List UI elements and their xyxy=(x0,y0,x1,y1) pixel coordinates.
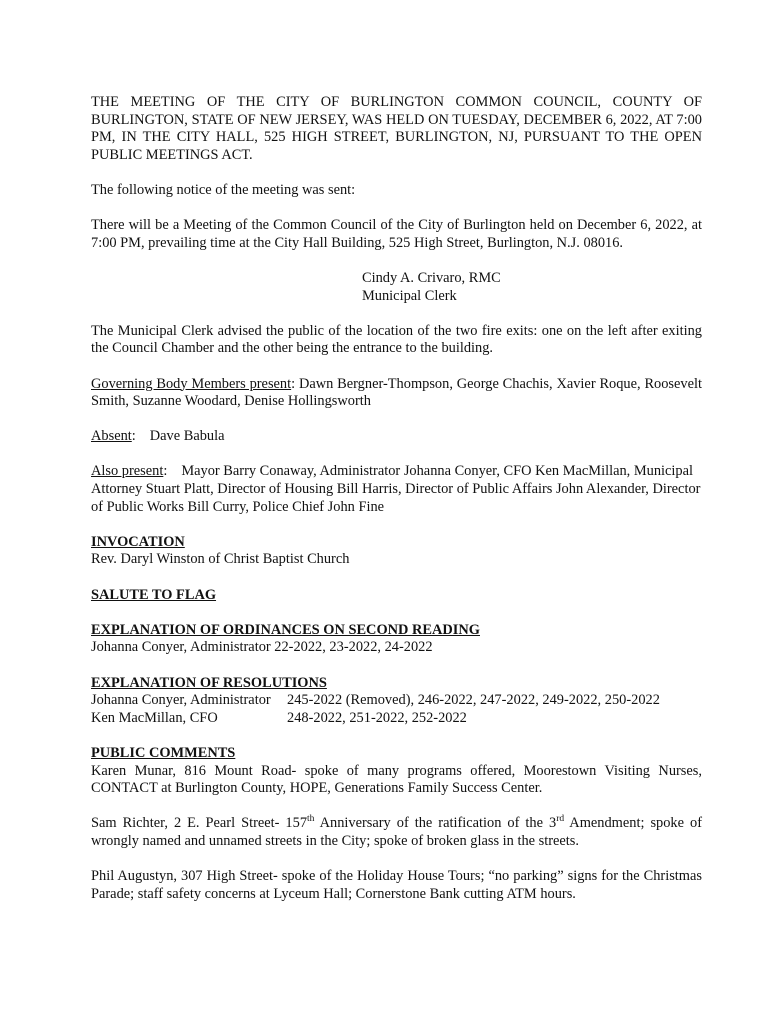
resolution-items: 245-2022 (Removed), 246-2022, 247-2022, 249-2022, 250-2022 xyxy=(287,692,660,709)
ordinances-heading: EXPLANATION OF ORDINANCES ON SECOND READING xyxy=(91,621,480,638)
resolutions-heading: EXPLANATION OF RESOLUTIONS xyxy=(91,674,327,691)
present-members: : Dawn Bergner-Thompson, George Chachis, Xavier Roque, Roosevelt Smith, Suzanne Woodard, Denise Hollingsworth xyxy=(91,375,702,410)
comment-sam-richter xyxy=(91,815,702,850)
resolution-presenter: Johanna Conyer, Administrator xyxy=(91,692,271,709)
present-label: Governing Body Members present xyxy=(91,375,292,392)
comment-karen-munar: Karen Munar, 816 Mount Road- spoke of many programs offered, Moorestown Visiting Nurses, CONTACT at Burlington County, HOPE, Generations Family Success Center. xyxy=(91,762,702,797)
ordinances-text: Johanna Conyer, Administrator 22-2022, 23-2022, 24-2022 xyxy=(91,639,433,656)
clerk-title: Municipal Clerk xyxy=(362,287,457,304)
salute-section xyxy=(91,587,702,605)
absent-label: Absent xyxy=(91,428,132,445)
comment-sam-part1: Sam Richter, 2 E. Pearl Street- 157 xyxy=(91,815,308,832)
invocation-text: Rev. Daryl Winston of Christ Baptist Church xyxy=(91,551,350,568)
resolutions-section xyxy=(91,675,702,728)
ordinal-suffix: rd xyxy=(556,814,565,825)
also-present-label: Also present xyxy=(91,463,164,480)
resolution-row xyxy=(91,710,702,728)
resolution-row xyxy=(91,692,702,710)
absent-members: Absent: Dave Babula xyxy=(91,428,225,445)
absent-names: Dave Babula xyxy=(149,428,225,445)
notice-text: There will be a Meeting of the Common Council of the City of Burlington held on December 6, 2022, at 7:00 PM, prevailing time at the City Hall Building, 525 High Street, Burlington, N.J. 08016. xyxy=(91,217,702,251)
fire-exits-notice: The Municipal Clerk advised the public of the location of the two fire exits: one on the left after exiting the Council Chamber and the other being the entrance to the building. xyxy=(91,322,702,357)
ordinances-section xyxy=(91,622,702,657)
invocation-heading: INVOCATION xyxy=(91,533,185,550)
clerk-signature-block xyxy=(362,270,702,305)
meeting-preamble: THE MEETING OF THE CITY OF BURLINGTON COMMON COUNCIL, COUNTY OF BURLINGTON, STATE OF NEW JERSEY, WAS HELD ON TUESDAY, DECEMBER 6, 2022, AT 7:00 PM, IN THE CITY HALL, 525 HIGH STREET, BURLINGTON, NJ, PURSUANT TO THE OPEN PUBLIC MEETINGS ACT. xyxy=(91,94,702,163)
comment-phil-augustyn: Phil Augustyn, 307 High Street- spoke of the Holiday House Tours; “no parking” signs for the Christmas Parade; staff safety concerns at Lyceum Hall; Cornerstone Bank cutting ATM hours. xyxy=(91,868,702,902)
governing-body-present xyxy=(91,376,702,411)
public-comments-heading: PUBLIC COMMENTS xyxy=(91,744,236,761)
comment-sam-part2: Anniversary of the ratification of the 3 xyxy=(314,815,557,832)
resolution-items: 248-2022, 251-2022, 252-2022 xyxy=(287,709,467,726)
also-present-names: Mayor Barry Conaway, Administrator Johanna Conyer, CFO Ken MacMillan, Municipal Attorney Stuart Platt, Director of Housing Bill Harris, Director of Public Affairs John Alexander, Director of Public Works Bill Curry, Police Chief John Fine xyxy=(91,463,701,515)
invocation-section xyxy=(91,534,702,569)
resolution-presenter: Ken MacMillan, CFO xyxy=(91,709,218,726)
public-comments-section xyxy=(91,745,702,798)
minutes-page xyxy=(91,94,702,921)
clerk-name: Cindy A. Crivaro, RMC xyxy=(362,269,501,286)
also-present: Also present: Mayor Barry Conaway, Administrator Johanna Conyer, CFO Ken MacMillan, Municipal Attorney Stuart Platt, Director of Housing Bill Harris, Director of Public Affairs John Alexander, Director of Public Works Bill Curry, Police Chief John Fine xyxy=(91,463,701,515)
ordinal-suffix: th xyxy=(307,814,315,825)
comment-sam-part3: Amendment; spoke of wrongly named and unnamed streets in the City; spoke of broken glass in the streets. xyxy=(91,815,702,849)
notice-intro: The following notice of the meeting was sent: xyxy=(91,181,356,198)
salute-heading: SALUTE TO FLAG xyxy=(91,586,217,603)
